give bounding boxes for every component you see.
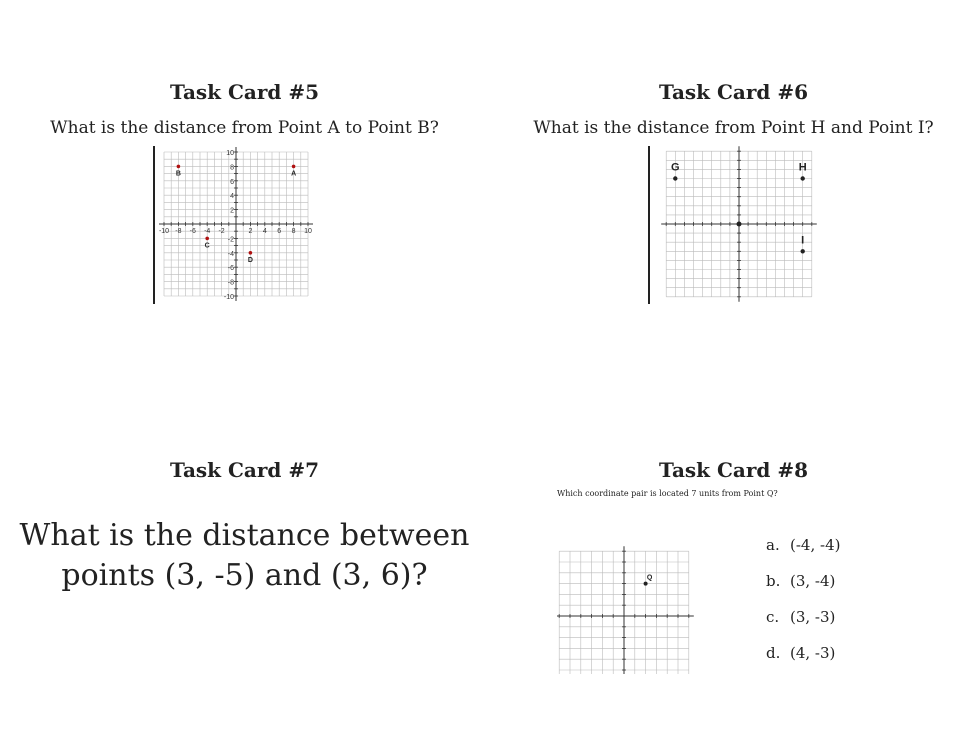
- point-a-label: A: [291, 170, 297, 178]
- option-letter: b.: [766, 572, 781, 590]
- x-tick-label: 8: [291, 228, 296, 235]
- card8-option-a: [766, 536, 840, 554]
- option-text: (3, -4): [790, 572, 836, 590]
- point-d-dot: [249, 251, 253, 255]
- option-letter: d.: [766, 644, 781, 662]
- option-text: (4, -3): [790, 644, 836, 662]
- card5-coordinate-graph: [152, 144, 322, 306]
- point-i-label: I: [801, 234, 805, 247]
- point-b-label: B: [175, 170, 181, 178]
- card5-title: Task Card #5: [169, 80, 320, 104]
- x-tick-label: 2: [248, 228, 253, 235]
- x-tick-label: -8: [175, 228, 182, 235]
- point-b-dot: [177, 165, 181, 169]
- y-tick-label: -10: [223, 294, 234, 301]
- x-tick-label: -6: [189, 228, 196, 235]
- card7-question-line2: points (3, -5) and (3, 6)?: [61, 558, 428, 593]
- y-tick-label: 6: [230, 178, 234, 186]
- card8-option-b: [766, 572, 835, 590]
- card7-question-line1: What is the distance between: [19, 518, 470, 553]
- x-tick-label: 6: [277, 228, 282, 235]
- point-h-label: H: [798, 161, 807, 174]
- point-a-dot: [292, 165, 296, 169]
- card7-title: Task Card #7: [169, 458, 320, 482]
- x-tick-label: -10: [158, 228, 170, 235]
- y-tick-label: -8: [227, 279, 234, 287]
- y-tick-label: -4: [227, 250, 234, 258]
- card8-question: Which coordinate pair is located 7 units from Point Q?: [557, 489, 778, 498]
- point-g-label: G: [671, 161, 680, 174]
- point-q-label: Q: [646, 574, 653, 582]
- y-tick-label: -2: [227, 236, 234, 244]
- y-tick-label: 10: [226, 150, 234, 157]
- y-tick-label: 4: [230, 193, 234, 201]
- point-c-dot: [205, 237, 209, 241]
- card5-question: What is the distance from Point A to Point B?: [50, 118, 439, 138]
- point-g-dot: [673, 176, 677, 180]
- x-tick-label: -2: [218, 228, 225, 235]
- point-h-dot: [801, 176, 805, 180]
- card8-title: Task Card #8: [658, 458, 809, 482]
- card8-option-d: [766, 644, 835, 662]
- point-i-dot: [801, 249, 805, 253]
- option-letter: c.: [766, 608, 780, 626]
- point-d-label: D: [247, 256, 253, 264]
- point-c-label: C: [204, 242, 210, 250]
- card6-title: Task Card #6: [658, 80, 809, 104]
- card8-option-c: [766, 608, 835, 626]
- x-tick-label: 10: [304, 228, 312, 235]
- x-tick-label: 4: [262, 228, 267, 235]
- option-text: (3, -3): [790, 608, 836, 626]
- option-letter: a.: [766, 536, 780, 554]
- y-tick-label: -6: [227, 265, 234, 273]
- card6-question: What is the distance from Point H and Point I?: [533, 118, 934, 138]
- card8-coordinate-graph: [557, 514, 707, 674]
- y-tick-label: 8: [230, 164, 234, 172]
- card6-coordinate-graph: [647, 144, 829, 306]
- option-text: (-4, -4): [790, 536, 841, 554]
- point-q-dot: [644, 582, 648, 586]
- origin-dot: [737, 222, 742, 227]
- y-tick-label: 2: [230, 207, 234, 215]
- x-tick-label: -4: [204, 228, 211, 235]
